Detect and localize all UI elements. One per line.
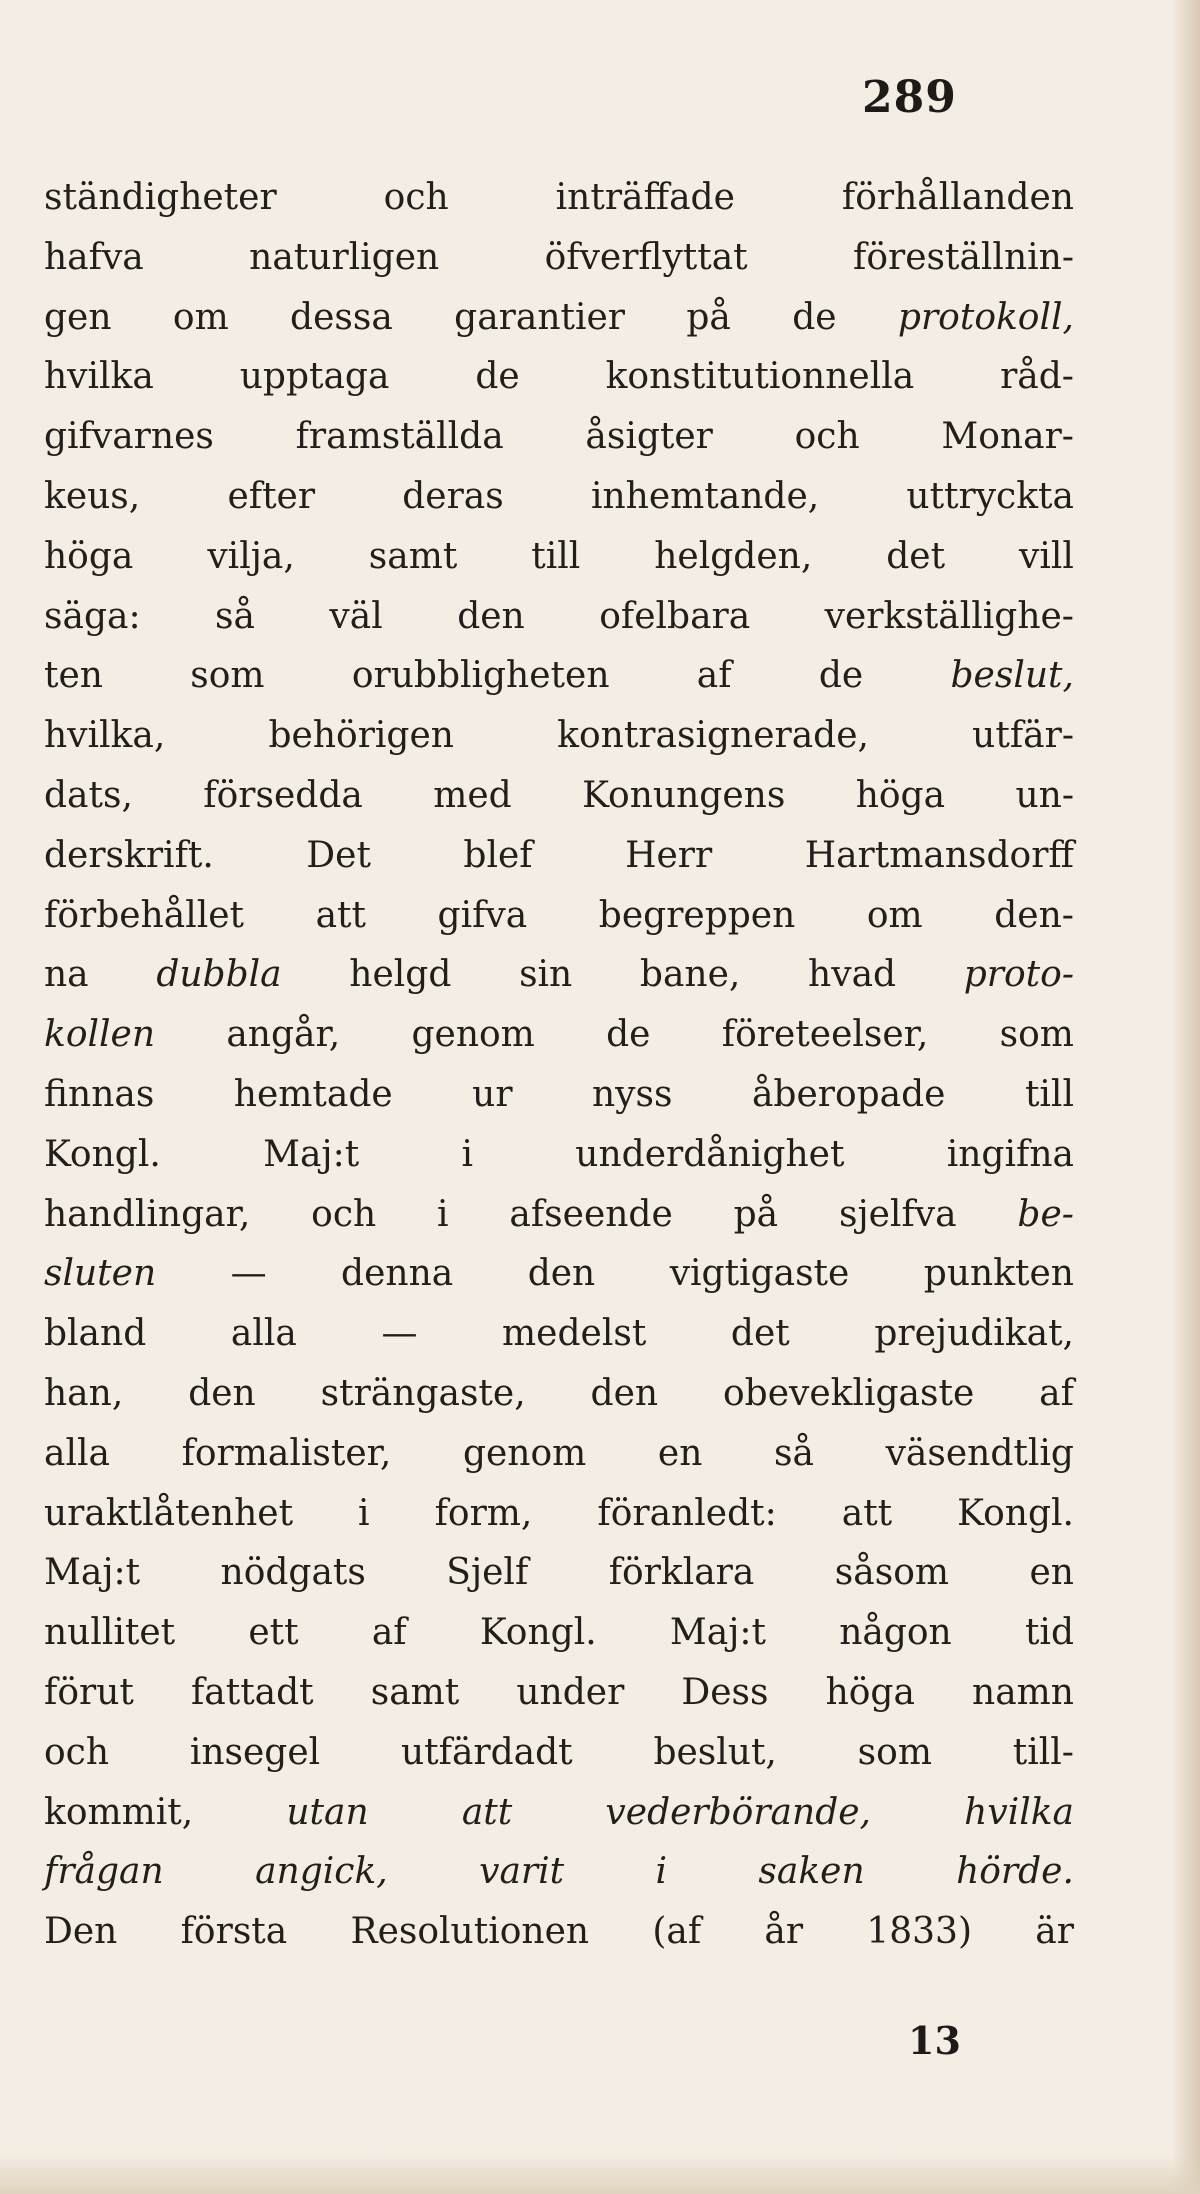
- word: medelst: [502, 1313, 647, 1355]
- text-line: [44, 1543, 1074, 1603]
- word: sin: [519, 954, 573, 996]
- word: Hartmansdorff: [804, 834, 1074, 876]
- word: någon: [839, 1612, 952, 1654]
- text-line: [44, 168, 1074, 228]
- word: Maj:t: [44, 1552, 141, 1594]
- word: namn: [972, 1671, 1074, 1713]
- word: år: [764, 1911, 804, 1953]
- word: att: [841, 1492, 893, 1534]
- word: keus,: [44, 475, 141, 517]
- word: utfärdadt: [400, 1731, 573, 1773]
- word: till-: [1012, 1731, 1074, 1773]
- word: och: [311, 1193, 377, 1235]
- word: förut: [44, 1671, 134, 1713]
- word: öfverflyttat: [544, 236, 748, 278]
- word: så: [215, 595, 255, 637]
- word: handlingar,: [44, 1193, 251, 1235]
- word: Maj:t: [263, 1133, 360, 1175]
- word: alla: [44, 1432, 110, 1474]
- word: ur: [472, 1073, 513, 1115]
- word: förbehållet: [44, 894, 245, 936]
- word: helgden,: [654, 535, 813, 577]
- word: obevekligaste: [723, 1372, 975, 1414]
- word: på: [686, 296, 731, 338]
- text-line: [44, 1244, 1074, 1304]
- page-edge-shadow: [1172, 0, 1200, 2194]
- word: den: [457, 595, 525, 637]
- word: tid: [1024, 1612, 1074, 1654]
- word: hörde.: [956, 1851, 1074, 1893]
- word: deras: [402, 475, 504, 517]
- word: beslut,: [950, 655, 1074, 697]
- word: väl: [329, 595, 383, 637]
- word: frågan: [44, 1851, 164, 1893]
- text-line: [44, 1842, 1074, 1902]
- word: den: [590, 1372, 659, 1414]
- word: punkten: [923, 1253, 1074, 1295]
- word: är: [1035, 1911, 1074, 1953]
- word: nyss: [592, 1073, 673, 1115]
- word: ständigheter: [44, 177, 277, 218]
- word: samt: [370, 1671, 460, 1713]
- word: förklara: [608, 1552, 755, 1594]
- word: denna: [341, 1253, 454, 1295]
- word: vilja,: [207, 535, 295, 577]
- word: de: [606, 1014, 651, 1056]
- word: hvilka,: [44, 715, 166, 757]
- word: proto-: [963, 954, 1074, 996]
- word: dubbla: [156, 954, 282, 996]
- word: den: [188, 1372, 256, 1414]
- word: och: [383, 177, 449, 218]
- word: dessa: [290, 296, 393, 338]
- word: en: [657, 1432, 703, 1474]
- word: såsom: [834, 1552, 950, 1594]
- word: kommit,: [44, 1791, 194, 1833]
- word: i: [655, 1851, 668, 1893]
- word: det: [730, 1313, 790, 1355]
- word: de: [792, 296, 837, 338]
- word: i: [358, 1492, 370, 1534]
- text-line: [44, 1663, 1074, 1723]
- word: blef: [463, 834, 533, 876]
- word: behörigen: [268, 715, 454, 757]
- word: bland: [44, 1313, 147, 1355]
- word: garantier: [454, 296, 626, 338]
- word: dats,: [44, 774, 133, 816]
- word: fattadt: [190, 1671, 314, 1713]
- text-line: [44, 1065, 1074, 1125]
- word: hafva: [44, 236, 144, 278]
- word: utan: [286, 1791, 369, 1833]
- word: utfär-: [972, 715, 1074, 757]
- word: till: [1024, 1073, 1074, 1115]
- text-line: [44, 288, 1074, 348]
- word: kollen: [44, 1014, 156, 1056]
- word: derskrift.: [44, 834, 214, 876]
- word: genom: [411, 1014, 535, 1056]
- word: en: [1029, 1552, 1074, 1594]
- word: naturligen: [249, 236, 440, 278]
- word: —: [230, 1253, 267, 1295]
- word: han,: [44, 1372, 124, 1414]
- text-line: [44, 228, 1074, 288]
- word: åsigter: [585, 416, 713, 458]
- word: under: [516, 1671, 625, 1713]
- word: och: [44, 1731, 110, 1773]
- word: höga: [855, 774, 946, 816]
- word: hvilka: [964, 1791, 1074, 1833]
- word: na: [44, 954, 89, 996]
- word: sluten: [44, 1253, 157, 1295]
- text-line: [44, 347, 1074, 407]
- word: strängaste,: [320, 1372, 526, 1414]
- word: den-: [994, 894, 1074, 936]
- word: begreppen: [598, 894, 796, 936]
- text-line: [44, 1603, 1074, 1663]
- word: Monar-: [941, 416, 1074, 458]
- page-number: 289: [862, 72, 957, 123]
- word: hvad: [808, 954, 897, 996]
- word: insegel: [189, 1731, 321, 1773]
- word: form,: [434, 1492, 533, 1534]
- word: beslut,: [653, 1731, 777, 1773]
- word: protokoll,: [897, 296, 1074, 338]
- word: förhållanden: [841, 177, 1074, 218]
- word: angår,: [226, 1014, 341, 1056]
- word: angick,: [255, 1851, 388, 1893]
- word: efter: [227, 475, 316, 517]
- word: genom: [462, 1432, 587, 1474]
- word: inträffade: [555, 177, 735, 218]
- text-line: [44, 1304, 1074, 1364]
- text-line: [44, 1125, 1074, 1185]
- text-line: [44, 826, 1074, 886]
- word: gifva: [437, 894, 528, 936]
- signature-mark: 13: [908, 2018, 961, 2063]
- word: ofelbara: [599, 595, 751, 637]
- word: varit: [479, 1851, 565, 1893]
- word: upptaga: [239, 356, 390, 398]
- word: uttryckta: [906, 475, 1074, 517]
- text-line: [44, 527, 1074, 587]
- word: ingifna: [946, 1133, 1074, 1175]
- word: på: [733, 1193, 779, 1235]
- word: att: [461, 1791, 513, 1833]
- word: Konungens: [582, 774, 786, 816]
- word: konstitutionnella: [605, 356, 915, 398]
- word: gifvarnes: [44, 416, 214, 458]
- page-bottom-shadow: [0, 2154, 1200, 2194]
- word: 1833): [866, 1911, 973, 1953]
- word: orubbligheten: [351, 655, 610, 697]
- text-line: [44, 467, 1074, 527]
- text-line: [44, 1364, 1074, 1424]
- word: föreställnin-: [853, 236, 1074, 278]
- word: ten: [44, 655, 103, 697]
- text-line: [44, 1723, 1074, 1783]
- text-line: [44, 1005, 1074, 1065]
- word: råd-: [1000, 356, 1074, 398]
- word: formalister,: [181, 1432, 392, 1474]
- text-line: [44, 706, 1074, 766]
- word: Dess: [681, 1671, 769, 1713]
- word: —: [381, 1313, 418, 1355]
- text-line: [44, 1783, 1074, 1843]
- word: af: [371, 1612, 407, 1654]
- text-line: [44, 1424, 1074, 1484]
- word: be-: [1017, 1193, 1074, 1235]
- text-line: [44, 407, 1074, 467]
- word: finnas: [44, 1073, 155, 1115]
- word: den: [527, 1253, 596, 1295]
- word: un-: [1015, 774, 1074, 816]
- word: med: [433, 774, 512, 816]
- word: af: [1039, 1372, 1074, 1414]
- body-text: [44, 168, 1074, 1962]
- word: om: [172, 296, 229, 338]
- word: Det: [306, 834, 371, 876]
- word: af: [696, 655, 732, 697]
- word: som: [190, 655, 265, 697]
- word: i: [437, 1193, 449, 1235]
- word: Kongl.: [44, 1133, 161, 1175]
- word: gen: [44, 296, 112, 338]
- word: och: [794, 416, 860, 458]
- word: höga: [44, 535, 134, 577]
- word: helgd: [349, 954, 452, 996]
- word: så: [774, 1432, 814, 1474]
- word: kontrasignerade,: [557, 715, 869, 757]
- word: säga:: [44, 595, 141, 637]
- word: åberopade: [751, 1073, 946, 1115]
- word: hemtade: [233, 1073, 393, 1115]
- text-line: [44, 766, 1074, 826]
- word: ett: [248, 1612, 299, 1654]
- word: det: [886, 535, 946, 577]
- word: uraktlåtenhet: [44, 1492, 294, 1534]
- word: försedda: [203, 774, 363, 816]
- word: nödgats: [220, 1552, 366, 1594]
- word: att: [315, 894, 366, 936]
- word: om: [866, 894, 923, 936]
- word: sjelfva: [838, 1193, 957, 1235]
- text-line: [44, 945, 1074, 1005]
- word: framställda: [295, 416, 504, 458]
- word: som: [999, 1014, 1074, 1056]
- word: afseende: [509, 1193, 673, 1235]
- text-line: [44, 646, 1074, 706]
- word: nullitet: [44, 1612, 176, 1654]
- word: till: [531, 535, 581, 577]
- word: verkställighe-: [824, 595, 1074, 637]
- word: saken: [758, 1851, 865, 1893]
- word: Den: [44, 1911, 118, 1953]
- word: Sjelf: [446, 1552, 529, 1594]
- word: underdånighet: [575, 1133, 845, 1175]
- word: Maj:t: [669, 1612, 766, 1654]
- word: vederbörande,: [605, 1791, 871, 1833]
- word: vigtigaste: [669, 1253, 850, 1295]
- word: väsendtlig: [885, 1432, 1074, 1474]
- word: Kongl.: [957, 1492, 1074, 1534]
- text-line: [44, 1902, 1074, 1962]
- text-line: [44, 587, 1074, 647]
- word: Kongl.: [479, 1612, 597, 1654]
- word: som: [857, 1731, 932, 1773]
- text-line: [44, 1185, 1074, 1245]
- text-line: [44, 1484, 1074, 1544]
- word: föranledt:: [597, 1492, 777, 1534]
- word: Herr: [625, 834, 713, 876]
- word: de: [475, 356, 520, 398]
- word: Resolutionen: [350, 1911, 590, 1953]
- word: de: [818, 655, 864, 697]
- word: prejudikat,: [874, 1313, 1074, 1355]
- word: i: [461, 1133, 473, 1175]
- text-line: [44, 886, 1074, 946]
- word: (af: [652, 1911, 702, 1953]
- word: hvilka: [44, 356, 154, 398]
- word: samt: [368, 535, 458, 577]
- word: företeelser,: [721, 1014, 929, 1056]
- word: första: [180, 1911, 288, 1953]
- word: höga: [825, 1671, 915, 1713]
- word: alla: [230, 1313, 297, 1355]
- word: inhemtande,: [590, 475, 820, 517]
- word: bane,: [639, 954, 741, 996]
- word: vill: [1019, 535, 1074, 577]
